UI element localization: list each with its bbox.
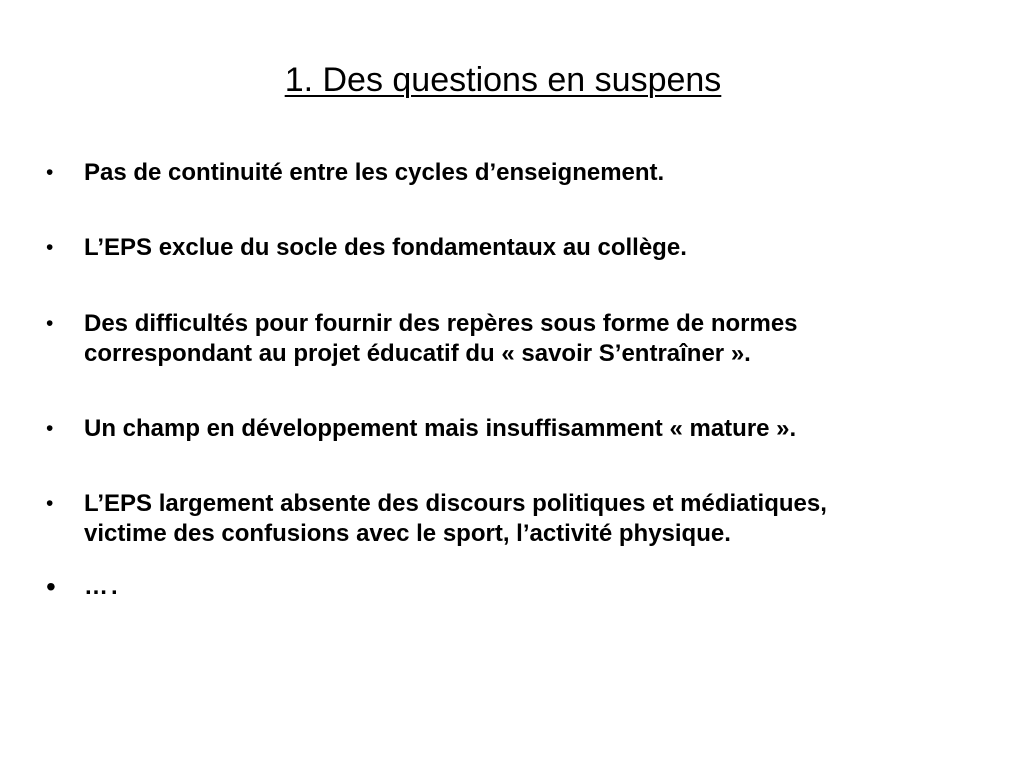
bullet-line: Un champ en développement mais insuffisamment « mature ». <box>84 415 797 442</box>
bullet-text <box>84 233 976 263</box>
bullet-line: Des difficultés pour fournir des repères sous forme de normes <box>84 310 798 337</box>
bullet-line: L’EPS largement absente des discours politiques et médiatiques, <box>84 490 827 517</box>
bullet-icon: • <box>46 571 56 602</box>
bullet-text <box>84 572 976 602</box>
bullet-text <box>84 489 976 549</box>
bullet-text <box>84 309 976 369</box>
bullet-line: L’EPS exclue du socle des fondamentaux au collège. <box>84 234 687 261</box>
bullet-line: correspondant au projet éducatif du « savoir S’entraîner ». <box>84 340 751 367</box>
slide-title: 1. Des questions en suspens <box>284 61 722 99</box>
bullet-icon: • <box>46 312 54 335</box>
bullet-text <box>84 414 976 444</box>
bullet-icon: • <box>46 236 54 259</box>
bullet-line: Pas de continuité entre les cycles d’enseignement. <box>84 159 665 186</box>
bullet-line: victime des confusions avec le sport, l’activité physique. <box>84 520 731 547</box>
bullet-icon: • <box>46 161 54 184</box>
bullet-icon: • <box>46 417 54 440</box>
bullet-icon: • <box>46 492 54 515</box>
bullet-text <box>84 158 976 188</box>
bullet-line: …. <box>84 573 121 600</box>
